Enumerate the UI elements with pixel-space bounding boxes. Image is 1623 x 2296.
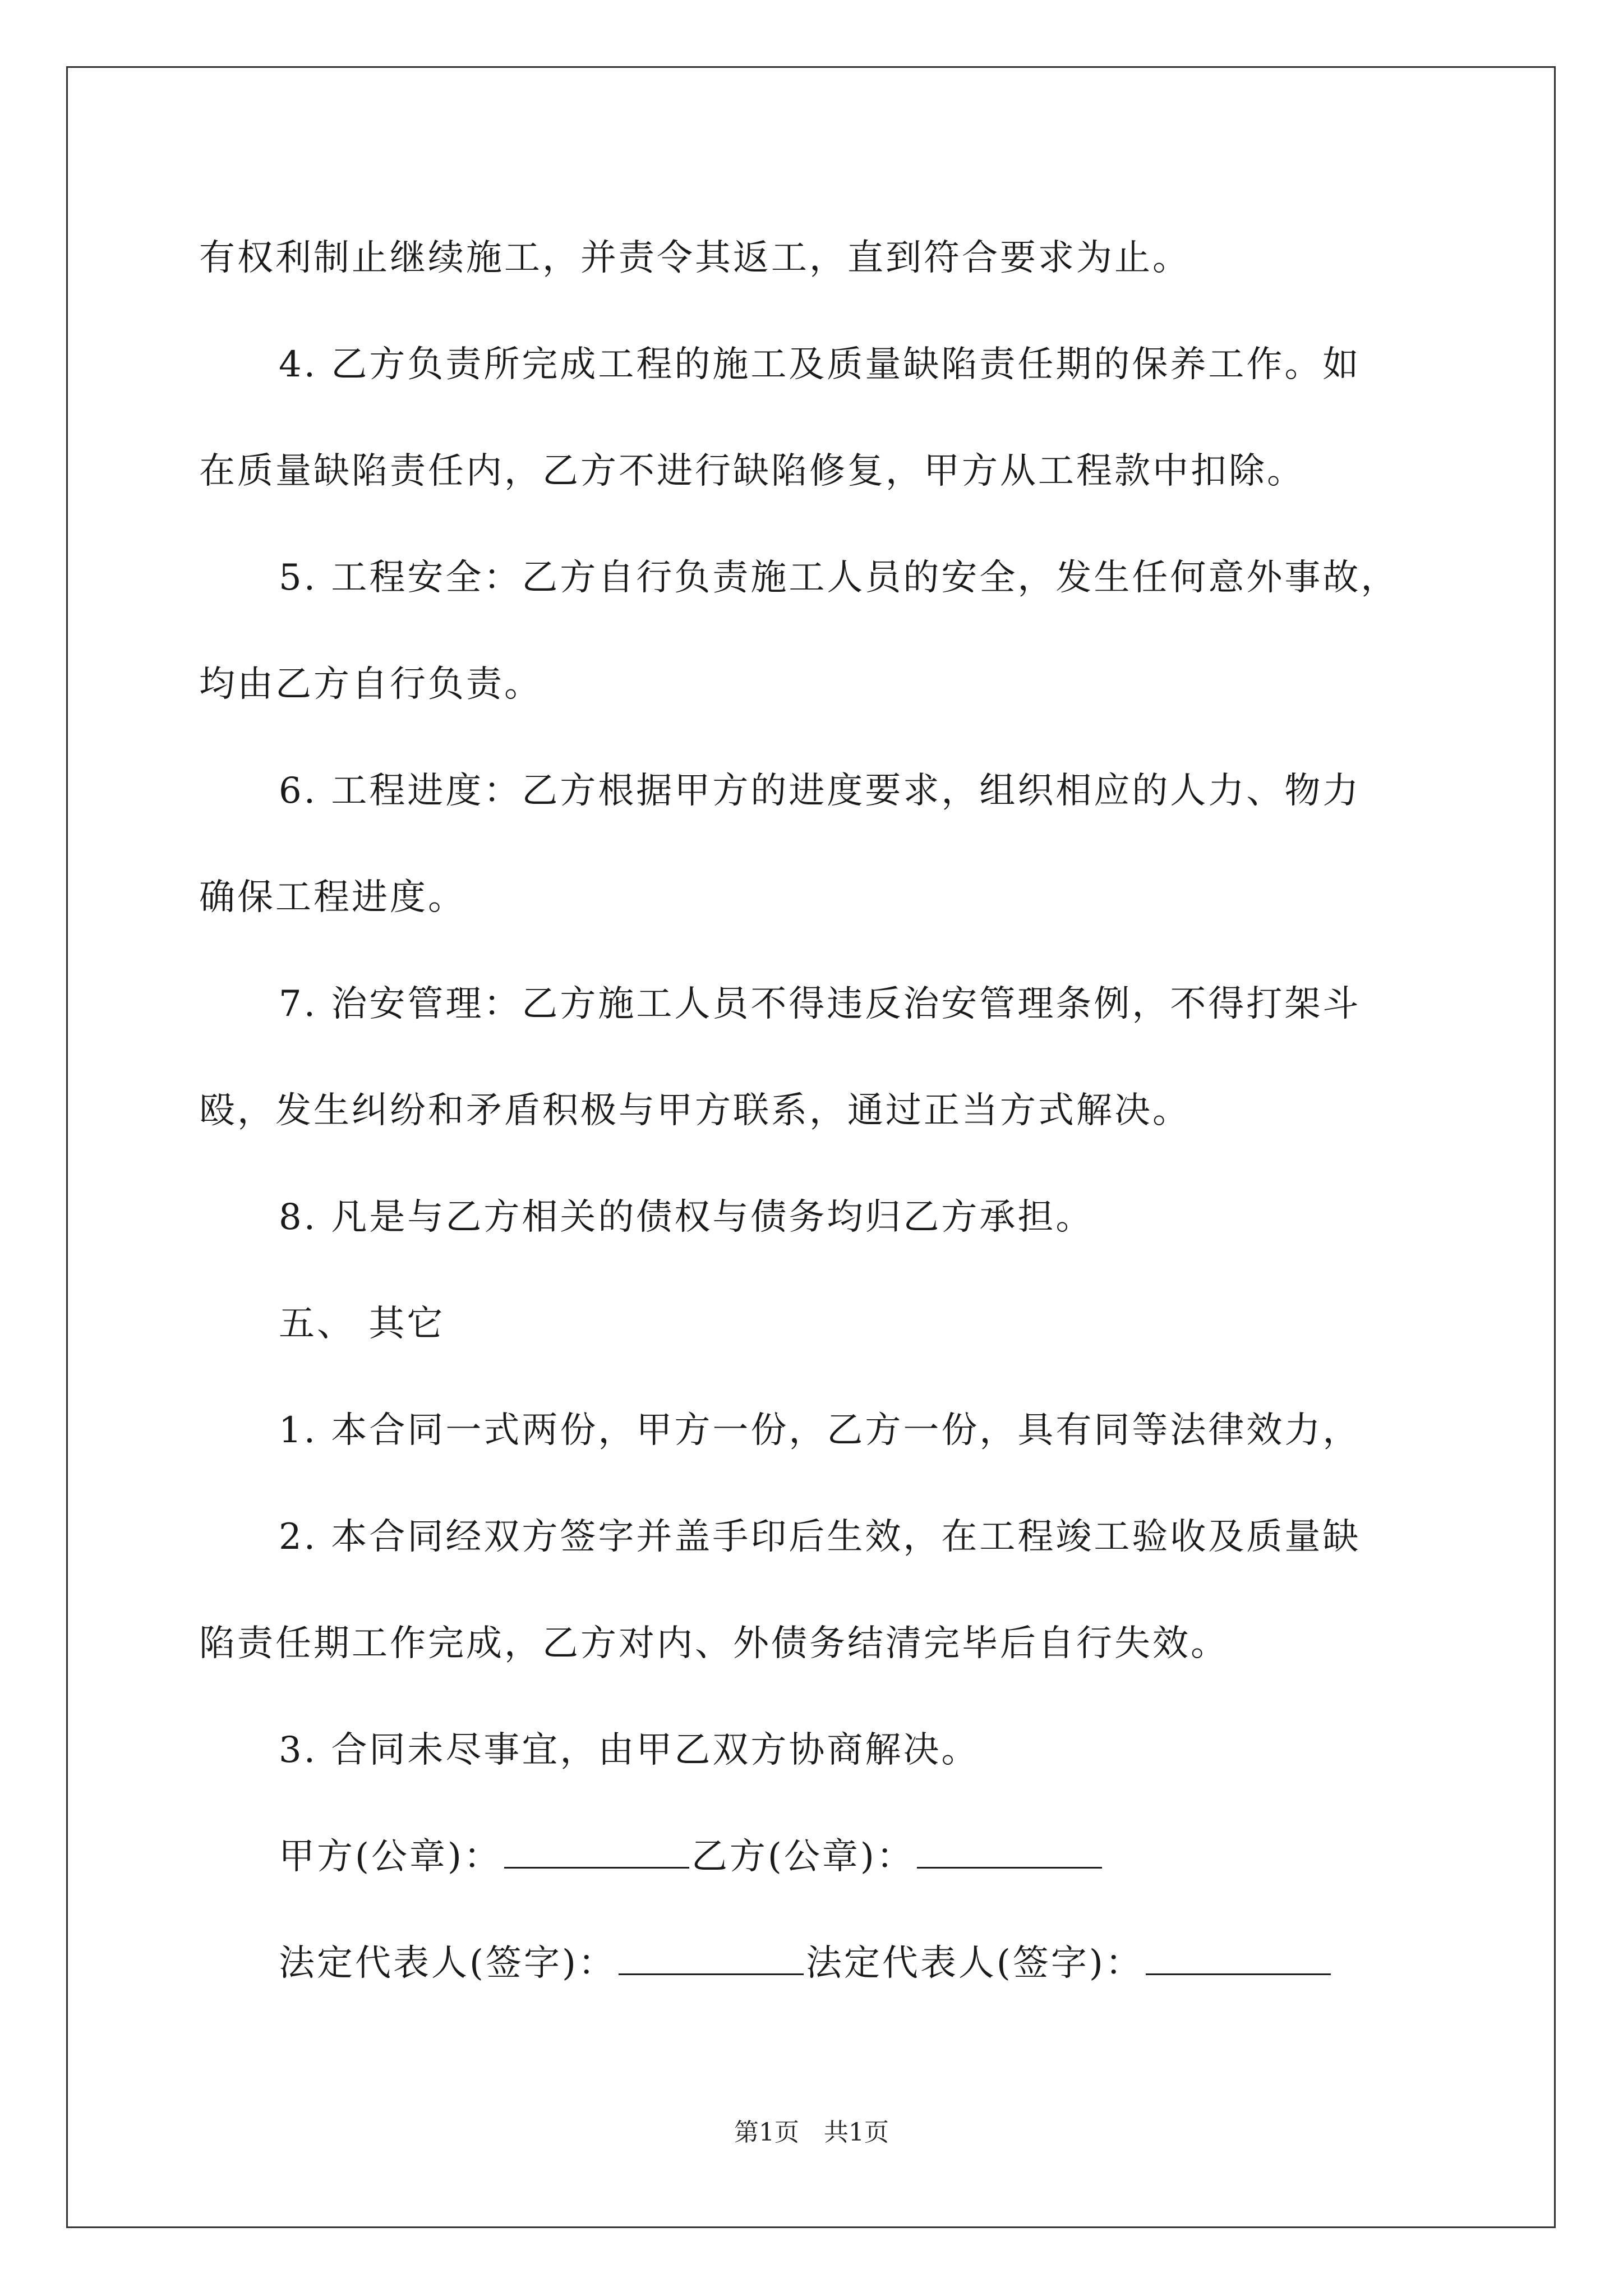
representative-signature-row — [199, 1910, 1433, 2017]
document-body — [199, 205, 1433, 2017]
text-line-10: 8. 凡是与乙方相关的债权与债务均归乙方承担。 — [279, 1197, 1094, 1238]
party-a-rep-blank[interactable] — [619, 1942, 804, 1975]
party-b-seal-label: 乙方(公章)： — [691, 1836, 915, 1878]
text-line-4: 5. 工程安全：乙方自行负责施工人员的安全，发生任何意外事故， — [279, 557, 1399, 599]
text-line-3: 在质量缺陷责任内，乙方不进行缺陷修复，甲方从工程款中扣除。 — [199, 450, 1305, 492]
party-a-rep-label: 法定代表人(签字)： — [279, 1943, 616, 1984]
text-line-12: 1. 本合同一式两份，甲方一份，乙方一份，具有同等法律效力， — [279, 1410, 1361, 1451]
party-b-rep-blank[interactable] — [1146, 1942, 1331, 1975]
text-line-15: 3. 合同未尽事宜，由甲乙双方协商解决。 — [279, 1729, 980, 1771]
text-line-13: 2. 本合同经双方签字并盖手印后生效，在工程竣工验收及质量缺 — [279, 1516, 1361, 1558]
text-line-7: 确保工程进度。 — [199, 877, 466, 918]
text-line-5: 均由乙方自行负责。 — [199, 664, 542, 705]
party-b-seal-blank[interactable] — [917, 1835, 1102, 1869]
party-a-seal-blank[interactable] — [504, 1835, 689, 1869]
text-line-1: 有权利制止继续施工，并责令其返工，直到符合要求为止。 — [199, 237, 1191, 279]
text-line-8: 7. 治安管理：乙方施工人员不得违反治安管理条例，不得打架斗 — [279, 983, 1361, 1025]
seal-signature-row — [199, 1803, 1433, 1910]
text-line-2: 4. 乙方负责所完成工程的施工及质量缺陷责任期的保养工作。如 — [279, 344, 1361, 385]
text-line-14: 陷责任期工作完成，乙方对内、外债务结清完毕后自行失效。 — [199, 1623, 1229, 1664]
text-line-9: 殴，发生纠纷和矛盾积极与甲方联系，通过正当方式解决。 — [199, 1090, 1191, 1131]
party-b-rep-label: 法定代表人(签字)： — [805, 1943, 1144, 1984]
text-line-6: 6. 工程进度：乙方根据甲方的进度要求，组织相应的人力、物力 — [279, 770, 1361, 812]
section-heading-other: 五、 其它 — [279, 1303, 445, 1345]
page-footer: 第1页 共1页 — [734, 2118, 889, 2147]
party-a-seal-label: 甲方(公章)： — [279, 1836, 502, 1878]
